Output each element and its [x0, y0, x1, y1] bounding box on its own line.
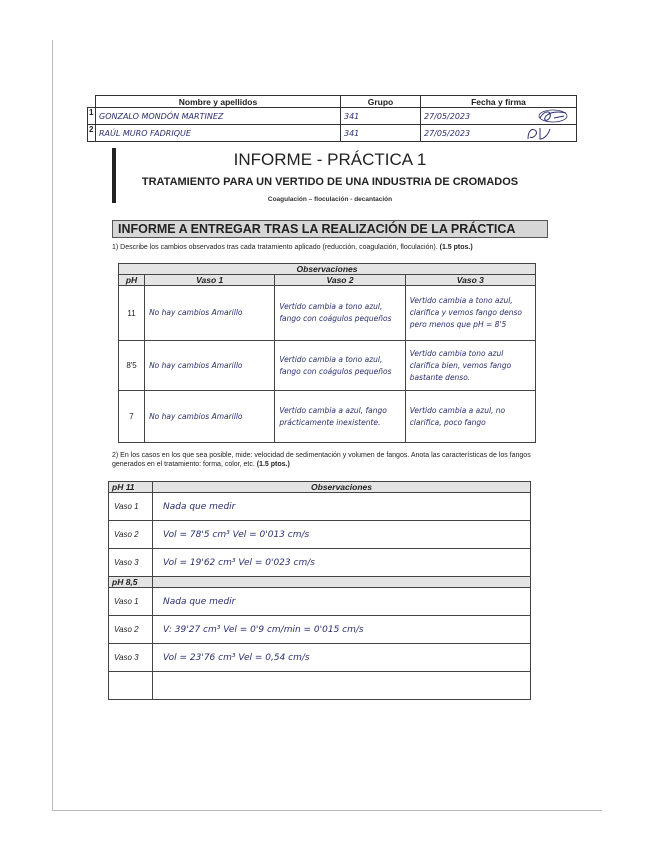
table-row: [109, 672, 531, 700]
vaso1-observation: No hay cambios Amarillo: [145, 286, 275, 341]
question-1-points: (1.5 ptos.): [439, 244, 473, 251]
empty-value: [153, 672, 531, 700]
table-row: [119, 286, 536, 341]
vaso3-observation: Vertido cambia tono azul clarifica bien, vemos fango bastante denso.: [405, 341, 535, 391]
table-row: [109, 493, 531, 521]
measurement-value: Vol = 19'62 cm³ Vel = 0'023 cm/s: [153, 549, 531, 577]
vaso3-observation: Vertido cambia a azul, no clarifica, poco fango: [405, 391, 535, 443]
ph-column-header: pH: [119, 275, 145, 286]
vaso-label: Vaso 2: [109, 616, 153, 644]
bottom-page-edge: [52, 810, 602, 811]
vaso3-column-header: Vaso 3: [405, 275, 535, 286]
left-page-edge: [52, 40, 53, 810]
vaso2-observation: Vertido cambia a tono azul, fango con coágulos pequeños: [275, 341, 405, 391]
ph11-header: pH 11: [109, 482, 153, 493]
empty-label: [109, 672, 153, 700]
table-row: [109, 549, 531, 577]
blank-corner: [88, 96, 96, 108]
vaso-label: Vaso 3: [109, 644, 153, 672]
signature: [522, 125, 556, 141]
ph-value: 8'5: [119, 341, 145, 391]
measurement-value: Vol = 23'76 cm³ Vel = 0,54 cm/s: [153, 644, 531, 672]
report-process: Coagulación – floculación - decantación: [267, 196, 393, 203]
vaso1-observation: No hay cambios Amarillo: [145, 341, 275, 391]
observations-header: Observaciones: [153, 482, 531, 493]
ph85-header-blank: [153, 577, 531, 588]
report-subtitle: TRATAMIENTO PARA UN VERTIDO DE UNA INDUSTRIA DE CROMADOS: [141, 176, 519, 188]
title-accent-bar: [112, 148, 116, 203]
vaso2-column-header: Vaso 2: [275, 275, 405, 286]
row-number: 2: [88, 125, 96, 142]
table-row: [109, 588, 531, 616]
ph-value: 7: [119, 391, 145, 443]
table-row: [109, 616, 531, 644]
question-1-text: 1) Describe los cambios observados tras cada tratamiento aplicado (reducción, coagulación, floculación).: [112, 244, 438, 251]
row-number: 1: [88, 108, 96, 125]
measurement-value: Nada que medir: [153, 493, 531, 521]
vaso3-observation: Vertido cambia a tono azul, clarifica y vemos fango denso pero menos que pH = 8'5: [405, 286, 535, 341]
date-text: 27/05/2023: [424, 111, 471, 121]
table-row: [119, 341, 536, 391]
vaso-label: Vaso 3: [109, 549, 153, 577]
ph85-header: pH 8,5: [109, 577, 153, 588]
sedimentation-table: [108, 481, 531, 700]
measurement-value: Vol = 78'5 cm³ Vel = 0'013 cm/s: [153, 521, 531, 549]
measurement-value: Nada que medir: [153, 588, 531, 616]
student-group: 341: [341, 125, 421, 142]
vaso1-observation: No hay cambios Amarillo: [145, 391, 275, 443]
signature: [536, 108, 570, 124]
question-2: [112, 451, 552, 469]
vaso2-observation: Vertido cambia a azul, fango prácticamente inexistente.: [275, 391, 405, 443]
vaso-label: Vaso 1: [109, 588, 153, 616]
observations-table: [118, 263, 536, 443]
student-info-table: [87, 95, 577, 142]
name-column-header: Nombre y apellidos: [96, 96, 341, 108]
student-row: [88, 108, 577, 125]
question-1: [112, 243, 552, 252]
vaso-label: Vaso 1: [109, 493, 153, 521]
date-text: 27/05/2023: [424, 128, 471, 138]
report-title: INFORME - PRÁCTICA 1: [233, 150, 427, 169]
student-date: [421, 108, 577, 125]
group-column-header: Grupo: [341, 96, 421, 108]
student-group: 341: [341, 108, 421, 125]
observations-title: Observaciones: [119, 264, 536, 275]
table-row: [109, 521, 531, 549]
student-date: [421, 125, 577, 142]
vaso2-observation: Vertido cambia a tono azul, fango con coágulos pequeños: [275, 286, 405, 341]
student-name: RAÚL MURO FADRIQUE: [96, 125, 341, 142]
question-2-text: 2) En los casos en los que sea posible, mide: velocidad de sedimentación y volumen de fangos. Anota las características de los fangos generados en el tratamiento: forma, color, etc.: [112, 452, 531, 468]
ph-value: 11: [119, 286, 145, 341]
table-row: [109, 644, 531, 672]
vaso1-column-header: Vaso 1: [145, 275, 275, 286]
student-row: [88, 125, 577, 142]
student-name: GONZALO MONDÓN MARTINEZ: [96, 108, 341, 125]
question-2-points: (1.5 ptos.): [256, 461, 290, 468]
table-row: [119, 391, 536, 443]
measurement-value: V: 39'27 cm³ Vel = 0'9 cm/min = 0'015 cm/s: [153, 616, 531, 644]
section-heading: INFORME A ENTREGAR TRAS LA REALIZACIÓN DE LA PRÁCTICA: [112, 220, 548, 238]
vaso-label: Vaso 2: [109, 521, 153, 549]
date-column-header: Fecha y firma: [421, 96, 577, 108]
